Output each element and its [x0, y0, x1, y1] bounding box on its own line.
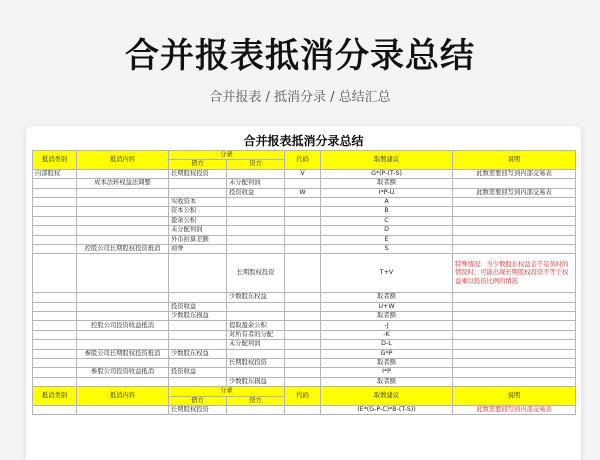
cell-category: [33, 349, 77, 358]
header-credit: 贷方: [227, 396, 285, 405]
cell-content: 控股公司长期股权投资抵消: [77, 244, 169, 253]
cell-code: [285, 312, 321, 321]
cell-content: [77, 377, 169, 386]
cell-credit: 未分配利润: [227, 340, 285, 349]
cell-amount: A: [321, 197, 453, 206]
cell-category: [33, 235, 77, 244]
cell-amount: 取者额: [321, 377, 453, 386]
cell-credit: [227, 216, 285, 225]
cell-amount: E: [321, 235, 453, 244]
cell-debit: [169, 340, 227, 349]
cell-debit: 盈余公积: [169, 216, 227, 225]
cell-debit: 未分配利润: [169, 226, 227, 235]
cell-note: [453, 216, 576, 225]
cell-category: [33, 254, 77, 293]
cell-amount: B: [321, 207, 453, 216]
cell-credit: [227, 169, 285, 178]
cell-credit: [227, 312, 285, 321]
cell-content: [77, 312, 169, 321]
table-header-row-repeat: [33, 387, 576, 396]
cell-note: [453, 244, 576, 253]
cell-amount: I*P-U: [321, 188, 453, 197]
cell-debit: [169, 321, 227, 330]
cell-amount: -J: [321, 321, 453, 330]
table-row: [33, 169, 576, 178]
cell-content: [77, 405, 169, 414]
table-row: [33, 197, 576, 206]
header-entry: 分录: [169, 387, 285, 396]
header-content: 抵消内容: [77, 151, 169, 170]
table-row: [33, 226, 576, 235]
cell-note: 此数需要回写到内部交易表: [453, 188, 576, 197]
cell-note: [453, 349, 576, 358]
cell-note-warning: 特殊情况：当少数股东权益金不足负时的情况时，可能出现长期股权投资不等于权益乘以投资比例的情况: [453, 254, 576, 293]
cell-amount: -K: [321, 330, 453, 339]
cell-code: [285, 377, 321, 386]
cell-content: [77, 188, 169, 197]
cell-code: [285, 244, 321, 253]
cell-category: [33, 368, 77, 377]
cell-code: [285, 216, 321, 225]
spreadsheet-card: [26, 126, 581, 460]
cell-content: [77, 340, 169, 349]
cell-content: [77, 254, 169, 293]
cell-amount: C: [321, 216, 453, 225]
cell-credit: [227, 405, 285, 414]
header-content: 抵消内容: [77, 387, 169, 406]
cell-credit: [227, 244, 285, 253]
cell-category: [33, 293, 77, 302]
cell-code: [285, 226, 321, 235]
cell-credit: 长期股权投资: [227, 359, 285, 368]
cell-content: [77, 330, 169, 339]
cell-category: [33, 330, 77, 339]
cell-credit: [227, 207, 285, 216]
header-amount: 取数建议: [321, 151, 453, 170]
header-code: 代码: [285, 387, 321, 406]
table-row: [33, 254, 576, 293]
cell-note: [453, 235, 576, 244]
header-entry: 分录: [169, 151, 285, 160]
cell-code: [285, 349, 321, 358]
cell-content: [77, 216, 169, 225]
table-row: [33, 377, 576, 386]
cell-amount: D-L: [321, 340, 453, 349]
cell-note: [453, 226, 576, 235]
cell-note: [453, 179, 576, 188]
cell-credit: [227, 368, 285, 377]
table-row: [33, 340, 576, 349]
cell-amount: U+W: [321, 302, 453, 311]
cell-debit: 实收资本: [169, 197, 227, 206]
cell-code: [285, 359, 321, 368]
cell-note: [453, 293, 576, 302]
cell-debit: [169, 359, 227, 368]
cell-content: [77, 197, 169, 206]
cell-credit: [227, 197, 285, 206]
cell-category: [33, 377, 77, 386]
cell-debit: 资本公积: [169, 207, 227, 216]
cell-amount: 取者额: [321, 359, 453, 368]
table-row: [33, 244, 576, 253]
cell-content: [77, 235, 169, 244]
header-note: 说明: [453, 387, 576, 406]
cell-note: [453, 377, 576, 386]
cell-category: [33, 216, 77, 225]
cell-amount: G*(P-(T-S): [321, 169, 453, 178]
cell-credit: 少数股东损益: [227, 377, 285, 386]
cell-category: [33, 207, 77, 216]
cell-category: [33, 312, 77, 321]
cell-category: [33, 197, 77, 206]
cell-amount: I*P: [321, 368, 453, 377]
cell-content: [77, 226, 169, 235]
page-header: [0, 0, 600, 128]
cell-credit: 对所有者的分配: [227, 330, 285, 339]
cell-note: [453, 302, 576, 311]
cell-amount: 取者额: [321, 312, 453, 321]
cell-note: [453, 359, 576, 368]
cell-amount: S: [321, 244, 453, 253]
header-code: 代码: [285, 151, 321, 170]
cell-credit: [227, 235, 285, 244]
cell-note: [453, 197, 576, 206]
header-category: 抵消类别: [33, 151, 77, 170]
cell-code: [285, 254, 321, 293]
cell-credit: 投资收益: [227, 188, 285, 197]
cell-debit: [169, 293, 227, 302]
cell-code: [285, 340, 321, 349]
cell-content: [77, 293, 169, 302]
table-row: [33, 216, 576, 225]
cell-debit: 商誉: [169, 244, 227, 253]
table-row: [33, 359, 576, 368]
cell-amount: T+V: [321, 254, 453, 293]
cell-code: [285, 179, 321, 188]
cell-category: [33, 244, 77, 253]
cell-code: [285, 302, 321, 311]
cell-credit: 少数股东权益: [227, 293, 285, 302]
cell-content: [77, 207, 169, 216]
cell-debit: 长期股权投资: [169, 169, 227, 178]
cell-code: [285, 235, 321, 244]
table-row: [33, 312, 576, 321]
header-category: 抵消类别: [33, 387, 77, 406]
cell-code: W: [285, 188, 321, 197]
header-credit: 贷方: [227, 160, 285, 169]
cell-note: [453, 340, 576, 349]
cell-note: [453, 330, 576, 339]
cell-note: [453, 368, 576, 377]
cell-amount: D: [321, 226, 453, 235]
cell-category: [33, 405, 77, 414]
page-title: 合并报表抵消分录总结: [125, 36, 475, 76]
cell-code: [285, 293, 321, 302]
cell-debit: [169, 188, 227, 197]
table-row: [33, 368, 576, 377]
cell-category: [33, 226, 77, 235]
table-row: [33, 207, 576, 216]
elimination-table: [32, 150, 576, 415]
cell-code: [285, 207, 321, 216]
cell-debit: 少数股东损益: [169, 312, 227, 321]
cell-debit: 少数股东权益: [169, 349, 227, 358]
table-row: [33, 179, 576, 188]
cell-note: 此数需要回写到内部交易表: [453, 405, 576, 414]
cell-code: [285, 330, 321, 339]
cell-debit: [169, 377, 227, 386]
cell-amount: (E*(G-P-C)*B-(T-S)): [321, 405, 453, 414]
header-debit: 借方: [169, 396, 227, 405]
cell-debit: [169, 254, 227, 293]
table-row: [33, 188, 576, 197]
table-row: [33, 302, 576, 311]
cell-debit: 投资收益: [169, 302, 227, 311]
cell-note: [453, 207, 576, 216]
cell-code: [285, 321, 321, 330]
table-row: [33, 321, 576, 330]
cell-credit: [227, 226, 285, 235]
cell-amount: 取者额: [321, 293, 453, 302]
cell-category: [33, 359, 77, 368]
table-row: [33, 235, 576, 244]
cell-content: 参股公司长期股权投资抵消: [77, 349, 169, 358]
cell-content: 参股公司投资收益抵消: [77, 368, 169, 377]
header-amount: 取数建议: [321, 387, 453, 406]
cell-credit: 长期股权投资: [227, 254, 285, 293]
cell-note: 此数需要回写到内部交易表: [453, 169, 576, 178]
cell-code: [285, 368, 321, 377]
cell-credit: [227, 302, 285, 311]
cell-note: [453, 321, 576, 330]
cell-content: [77, 169, 169, 178]
cell-content: [77, 359, 169, 368]
cell-amount: G*P: [321, 349, 453, 358]
cell-credit: 提取盈余公积: [227, 321, 285, 330]
header-note: 说明: [453, 151, 576, 170]
cell-amount: 取者额: [321, 179, 453, 188]
cell-category: [33, 179, 77, 188]
cell-debit: 投资收益: [169, 368, 227, 377]
cell-credit: 未分配利润: [227, 179, 285, 188]
cell-code: V: [285, 169, 321, 178]
sheet-title: 合并报表抵消分录总结: [243, 134, 364, 148]
cell-content: 成本法转权益法调整: [77, 179, 169, 188]
cell-debit: [169, 330, 227, 339]
cell-category: [33, 340, 77, 349]
cell-content: [77, 302, 169, 311]
cell-content: 控股公司投资收益抵消: [77, 321, 169, 330]
cell-category: [33, 321, 77, 330]
table-row: [33, 330, 576, 339]
cell-debit: 外币折算差额: [169, 235, 227, 244]
page-subtitle: 合并报表 / 抵消分录 / 总结汇总: [209, 90, 391, 105]
table-header-row: [33, 151, 576, 160]
cell-category: [33, 302, 77, 311]
table-row: [33, 405, 576, 414]
cell-category: [33, 188, 77, 197]
cell-code: [285, 405, 321, 414]
table-row: [33, 349, 576, 358]
cell-credit: [227, 349, 285, 358]
cell-debit: 长期股权投资: [169, 405, 227, 414]
cell-debit: [169, 179, 227, 188]
table-row: [33, 293, 576, 302]
header-debit: 借方: [169, 160, 227, 169]
cell-code: [285, 197, 321, 206]
cell-note: [453, 312, 576, 321]
cell-category: 内部股权: [33, 169, 77, 178]
